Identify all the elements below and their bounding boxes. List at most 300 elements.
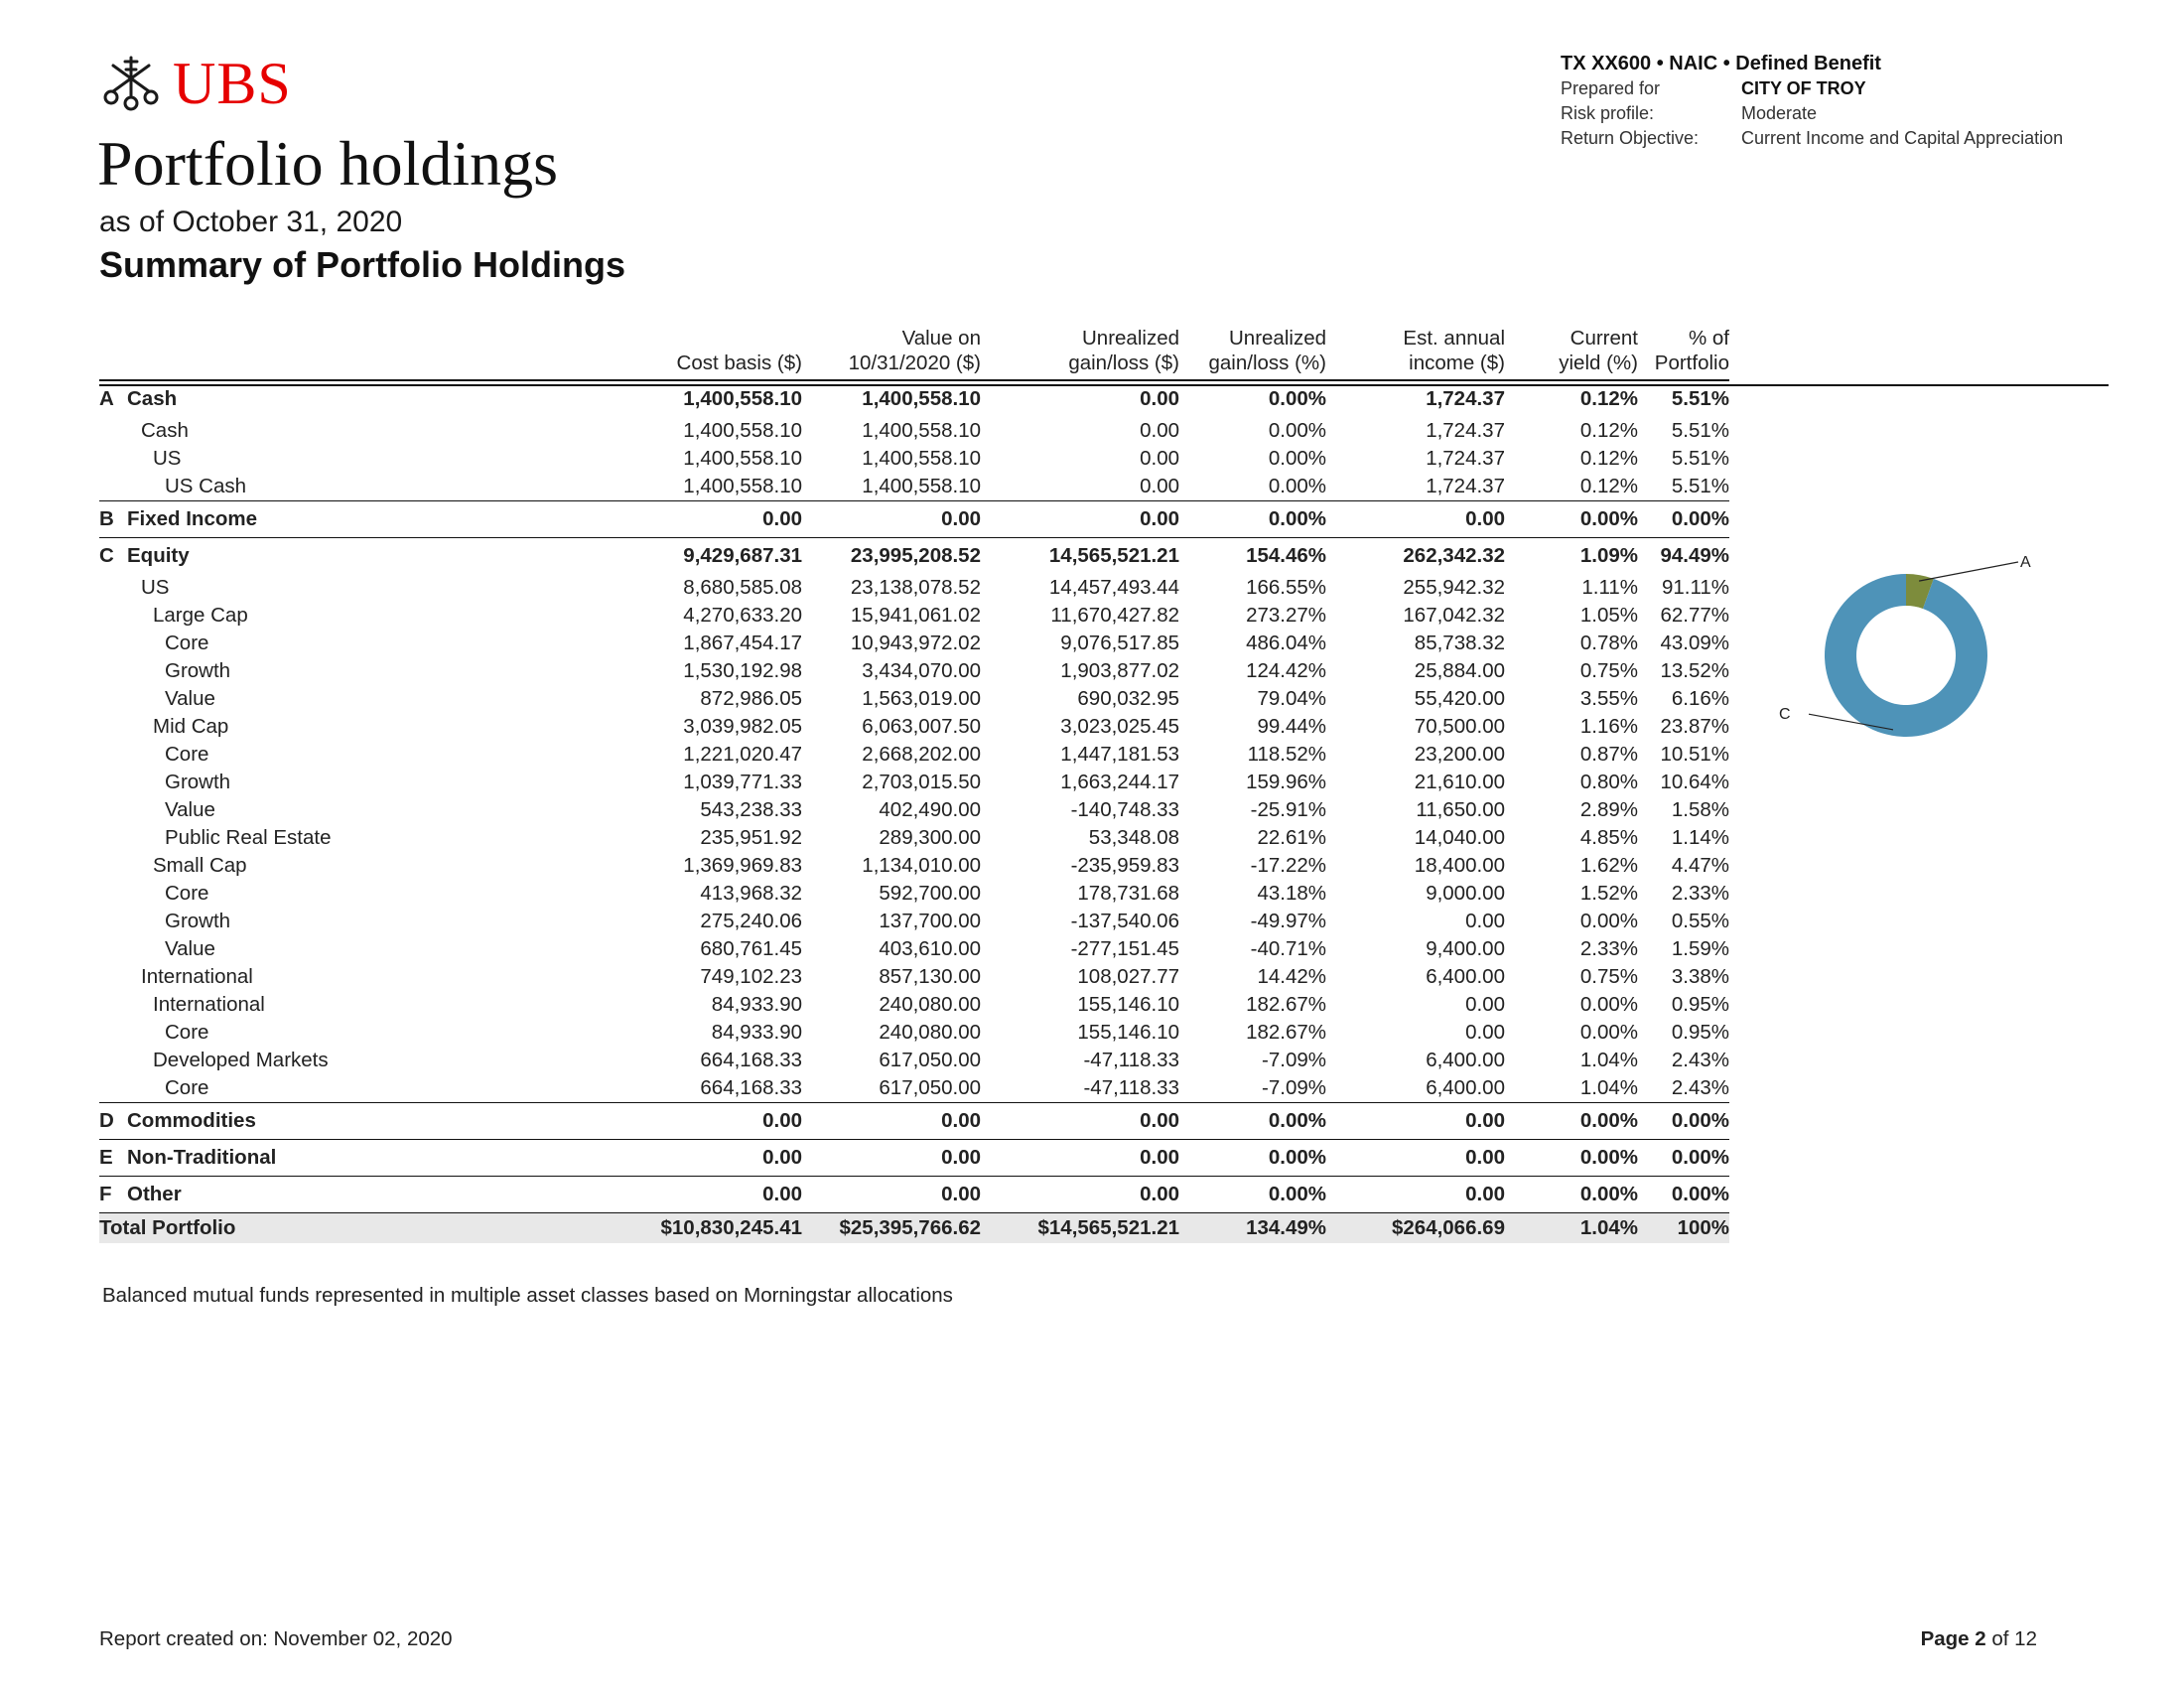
table-cell: 0.00% <box>1579 993 1638 1016</box>
section-row <box>99 1103 1729 1140</box>
table-cell: 18,400.00 <box>1414 854 1505 877</box>
column-header-line2: Portfolio <box>1654 352 1729 374</box>
column-header-line2: 10/31/2020 ($) <box>848 352 981 374</box>
table-cell: 0.12% <box>1579 475 1638 497</box>
table-cell: 1,903,877.02 <box>1060 659 1179 682</box>
table-cell: 4.85% <box>1579 826 1638 849</box>
table-cell: 0.00% <box>1179 501 1326 538</box>
holdings-table <box>99 326 1729 1243</box>
table-row <box>99 713 1729 741</box>
table-row <box>99 685 1729 713</box>
table-cell: 2.43% <box>1671 1076 1729 1099</box>
table-cell: 1,447,181.53 <box>1060 743 1179 766</box>
table-cell: $25,395,766.62 <box>802 1213 981 1244</box>
table-cell: 1.04% <box>1579 1049 1638 1071</box>
table-cell: 99.44% <box>1257 715 1326 738</box>
table-cell: 91.11% <box>1661 576 1729 599</box>
section-name-cell <box>99 1177 615 1213</box>
table-cell: 0.95% <box>1671 993 1729 1016</box>
table-cell: -7.09% <box>1262 1076 1326 1099</box>
row-name: Large Cap <box>153 604 248 627</box>
table-cell: 749,102.23 <box>700 965 802 988</box>
column-header <box>1505 326 1638 380</box>
table-cell: 1.04% <box>1505 1213 1638 1244</box>
row-name: Core <box>165 632 209 654</box>
table-cell: 21,610.00 <box>1414 771 1505 793</box>
page-number <box>1921 1627 2037 1651</box>
table-cell: 14,457,493.44 <box>1048 576 1179 599</box>
table-cell: 9,000.00 <box>1426 882 1505 905</box>
section-letter: C <box>99 544 114 567</box>
section-name-cell <box>99 1103 615 1140</box>
table-cell: 9,400.00 <box>1426 937 1505 960</box>
table-cell: 1.11% <box>1581 576 1638 599</box>
section-name: Fixed Income <box>127 507 258 530</box>
table-cell: 53,348.08 <box>1088 826 1179 849</box>
table-cell: 1.59% <box>1671 937 1729 960</box>
table-row <box>99 852 1729 880</box>
section-name: Other <box>127 1183 182 1205</box>
table-cell: 0.00 <box>802 501 981 538</box>
table-cell: 1.62% <box>1579 854 1638 877</box>
table-cell: 2.33% <box>1579 937 1638 960</box>
table-header-row <box>99 326 1729 380</box>
table-cell: 4,270,633.20 <box>683 604 802 627</box>
ubs-wordmark: UBS <box>173 51 292 116</box>
section-row <box>99 501 1729 538</box>
page-current: 2 <box>1975 1627 1986 1650</box>
section-name-cell <box>99 501 615 538</box>
table-cell: 0.00 <box>615 1177 802 1213</box>
table-cell: 1,400,558.10 <box>683 387 802 410</box>
table-cell: 14.42% <box>1257 965 1326 988</box>
row-name: Core <box>165 882 209 905</box>
table-cell: 15,941,061.02 <box>850 604 981 627</box>
table-cell: 0.00% <box>1179 1140 1326 1177</box>
row-name: Growth <box>165 910 231 932</box>
table-cell: 155,146.10 <box>1077 1021 1179 1044</box>
table-cell: 0.00% <box>1505 1177 1638 1213</box>
table-cell: 5.51% <box>1671 447 1729 470</box>
table-cell: 25,884.00 <box>1414 659 1505 682</box>
table-cell: $10,830,245.41 <box>615 1213 802 1244</box>
table-cell: -49.97% <box>1250 910 1326 932</box>
table-cell: 182.67% <box>1246 1021 1326 1044</box>
table-cell: 0.78% <box>1579 632 1638 654</box>
donut-label-c: C <box>1779 706 1791 724</box>
table-cell: 0.00 <box>1140 475 1179 497</box>
table-row <box>99 880 1729 908</box>
row-name: Cash <box>141 419 189 442</box>
table-cell: 0.00% <box>1638 1140 1729 1177</box>
column-header-line1 <box>615 326 802 351</box>
table-cell: 0.75% <box>1579 965 1638 988</box>
section-row <box>99 1177 1729 1213</box>
table-cell: 0.12% <box>1579 419 1638 442</box>
table-row <box>99 417 1729 445</box>
table-cell: 134.49% <box>1179 1213 1326 1244</box>
table-row <box>99 445 1729 473</box>
table-cell: 289,300.00 <box>879 826 981 849</box>
column-header-line1: Current <box>1570 327 1638 350</box>
table-cell: 1,134,010.00 <box>862 854 981 877</box>
report-created-date: Report created on: November 02, 2020 <box>99 1627 453 1650</box>
table-cell: -47,118.33 <box>1083 1049 1179 1071</box>
table-cell: 690,032.95 <box>1077 687 1179 710</box>
table-cell: 10.51% <box>1660 743 1729 766</box>
table-cell: 0.00 <box>1326 1177 1505 1213</box>
table-cell: 62.77% <box>1660 604 1729 627</box>
section-letter: E <box>99 1146 113 1169</box>
table-cell: 167,042.32 <box>1403 604 1505 627</box>
prepared-for-row <box>1561 76 2063 101</box>
section-name-cell <box>99 380 615 417</box>
return-objective-label: Return Objective: <box>1561 128 1700 148</box>
table-cell: 403,610.00 <box>879 937 981 960</box>
table-cell: -277,151.45 <box>1070 937 1179 960</box>
table-cell: 23,138,078.52 <box>850 576 981 599</box>
row-name: Value <box>165 798 215 821</box>
section-row <box>99 538 1729 575</box>
table-cell: 0.00 <box>1326 1140 1505 1177</box>
table-row <box>99 796 1729 824</box>
row-name: Value <box>165 937 215 960</box>
table-cell: 262,342.32 <box>1326 538 1505 575</box>
table-cell: 0.00 <box>981 1177 1179 1213</box>
account-info <box>1561 52 2063 151</box>
table-cell: 680,761.45 <box>700 937 802 960</box>
table-cell: 3.55% <box>1579 687 1638 710</box>
table-cell: 240,080.00 <box>879 993 981 1016</box>
return-objective-value: Current Income and Capital Appreciation <box>1741 128 2064 148</box>
section-name: Non-Traditional <box>127 1146 277 1169</box>
table-cell: 0.00 <box>615 1140 802 1177</box>
table-cell: 4.47% <box>1671 854 1729 877</box>
table-cell: 3,023,025.45 <box>1060 715 1179 738</box>
page-title: Portfolio holdings <box>97 128 559 199</box>
row-name: Core <box>165 1076 209 1099</box>
table-cell: 23,995,208.52 <box>802 538 981 575</box>
section-name-cell <box>99 538 615 575</box>
table-cell: 413,968.32 <box>700 882 802 905</box>
donut-slice-c <box>1825 574 1987 737</box>
table-cell: 0.00 <box>1140 419 1179 442</box>
table-cell: 9,076,517.85 <box>1060 632 1179 654</box>
table-cell: 0.00% <box>1505 501 1638 538</box>
as-of-date: as of October 31, 2020 <box>99 206 403 238</box>
table-cell: -137,540.06 <box>1070 910 1179 932</box>
row-name: International <box>141 965 253 988</box>
table-cell: 0.00 <box>981 1103 1179 1140</box>
section-letter: D <box>99 1109 114 1132</box>
table-cell: -235,959.83 <box>1070 854 1179 877</box>
table-cell: 0.00 <box>615 501 802 538</box>
table-cell: 137,700.00 <box>879 910 981 932</box>
column-header-line2: Cost basis ($) <box>676 352 802 374</box>
table-row <box>99 1047 1729 1074</box>
table-cell: 0.12% <box>1579 447 1638 470</box>
column-header <box>1638 326 1729 380</box>
table-cell: 1,663,244.17 <box>1060 771 1179 793</box>
table-cell: 0.00% <box>1268 447 1326 470</box>
table-cell: 2,668,202.00 <box>862 743 981 766</box>
column-header-line1: Unrealized <box>1082 327 1179 350</box>
table-cell: 1.05% <box>1579 604 1638 627</box>
table-cell: 178,731.68 <box>1077 882 1179 905</box>
table-cell: 5.51% <box>1671 475 1729 497</box>
row-name: Mid Cap <box>153 715 229 738</box>
table-cell: 0.00 <box>1465 1021 1505 1044</box>
table-cell: 664,168.33 <box>700 1076 802 1099</box>
table-cell: 617,050.00 <box>879 1049 981 1071</box>
table-cell: 6,400.00 <box>1426 1049 1505 1071</box>
row-name: US <box>141 576 170 599</box>
table-cell: 6,063,007.50 <box>862 715 981 738</box>
table-cell: 13.52% <box>1660 659 1729 682</box>
row-name: Growth <box>165 771 231 793</box>
section-letter: B <box>99 507 114 530</box>
table-row <box>99 935 1729 963</box>
table-cell: 592,700.00 <box>879 882 981 905</box>
table-cell: 0.00 <box>802 1177 981 1213</box>
table-cell: 1.14% <box>1671 826 1729 849</box>
table-cell: 0.00 <box>1465 993 1505 1016</box>
table-cell: 0.00% <box>1268 475 1326 497</box>
table-cell: 0.00 <box>1140 447 1179 470</box>
table-cell: 1,400,558.10 <box>683 419 802 442</box>
table-cell: -40.71% <box>1250 937 1326 960</box>
ubs-keys-icon <box>99 52 163 115</box>
table-row <box>99 657 1729 685</box>
table-cell: 0.00 <box>981 501 1179 538</box>
column-header-line2: yield (%) <box>1559 352 1638 374</box>
table-cell: 0.00% <box>1579 910 1638 932</box>
table-cell: 3,039,982.05 <box>683 715 802 738</box>
section-letter: F <box>99 1183 112 1205</box>
table-cell: 3,434,070.00 <box>862 659 981 682</box>
table-cell: 0.00 <box>981 1140 1179 1177</box>
table-cell: 0.00% <box>1268 387 1326 410</box>
table-cell: 94.49% <box>1638 538 1729 575</box>
column-header <box>615 326 802 380</box>
ubs-logo <box>99 52 292 115</box>
table-row <box>99 1019 1729 1047</box>
risk-profile-row <box>1561 101 2063 126</box>
column-header-line1: Est. annual <box>1403 327 1505 350</box>
column-header <box>1179 326 1326 380</box>
table-cell: 0.00% <box>1179 1177 1326 1213</box>
table-cell: 0.00% <box>1179 1103 1326 1140</box>
table-cell: 0.00% <box>1638 501 1729 538</box>
table-cell: 84,933.90 <box>711 993 802 1016</box>
page-word: Page <box>1920 1627 1970 1650</box>
table-cell: 0.00 <box>802 1103 981 1140</box>
row-name: US <box>153 447 182 470</box>
table-cell: 11,670,427.82 <box>1050 604 1179 627</box>
total-row <box>99 1213 1729 1244</box>
row-name: International <box>153 993 265 1016</box>
table-cell: 0.00 <box>802 1140 981 1177</box>
table-cell: 0.00% <box>1505 1140 1638 1177</box>
table-cell: 1,563,019.00 <box>862 687 981 710</box>
table-cell: 0.00 <box>1326 501 1505 538</box>
section-name: Equity <box>127 544 190 567</box>
table-cell: 617,050.00 <box>879 1076 981 1099</box>
table-row <box>99 824 1729 852</box>
table-row <box>99 769 1729 796</box>
table-cell: 1,530,192.98 <box>683 659 802 682</box>
table-cell: 6,400.00 <box>1426 965 1505 988</box>
table-cell: -47,118.33 <box>1083 1076 1179 1099</box>
table-cell: 1.58% <box>1671 798 1729 821</box>
table-cell: 14,565,521.21 <box>981 538 1179 575</box>
table-cell: 55,420.00 <box>1414 687 1505 710</box>
table-cell: 235,951.92 <box>700 826 802 849</box>
table-cell: 2.89% <box>1579 798 1638 821</box>
column-header-line2: income ($) <box>1409 352 1505 374</box>
table-row <box>99 574 1729 602</box>
table-cell: 10,943,972.02 <box>850 632 981 654</box>
table-cell: 273.27% <box>1246 604 1326 627</box>
table-cell: 100% <box>1638 1213 1729 1244</box>
column-header-line1: % of <box>1688 327 1729 350</box>
table-cell: 1,221,020.47 <box>683 743 802 766</box>
column-header-line2: gain/loss ($) <box>1068 352 1179 374</box>
table-cell: 43.18% <box>1257 882 1326 905</box>
table-cell: 543,238.33 <box>700 798 802 821</box>
row-name: US Cash <box>165 475 247 497</box>
section-name-cell <box>99 1140 615 1177</box>
total-name: Total Portfolio <box>99 1213 615 1244</box>
table-cell: 0.87% <box>1579 743 1638 766</box>
table-cell: 118.52% <box>1247 743 1326 766</box>
table-cell: 275,240.06 <box>700 910 802 932</box>
table-cell: 1.16% <box>1579 715 1638 738</box>
header-corner <box>99 326 615 380</box>
row-name: Small Cap <box>153 854 247 877</box>
table-cell: 0.55% <box>1671 910 1729 932</box>
table-cell: 1,039,771.33 <box>683 771 802 793</box>
row-name: Developed Markets <box>153 1049 329 1071</box>
table-cell: 240,080.00 <box>879 1021 981 1044</box>
table-cell: 0.00% <box>1638 1177 1729 1213</box>
table-cell: 1,724.37 <box>1426 447 1505 470</box>
table-cell: 10.64% <box>1660 771 1729 793</box>
table-cell: 84,933.90 <box>711 1021 802 1044</box>
table-cell: 0.75% <box>1579 659 1638 682</box>
table-cell: 857,130.00 <box>879 965 981 988</box>
section-letter: A <box>99 387 114 410</box>
summary-title: Summary of Portfolio Holdings <box>99 244 626 285</box>
table-cell: 1,867,454.17 <box>683 632 802 654</box>
section-row <box>99 1140 1729 1177</box>
table-cell: 402,490.00 <box>879 798 981 821</box>
account-line: TX XX600 • NAIC • Defined Benefit <box>1561 53 1881 74</box>
row-name: Value <box>165 687 215 710</box>
prepared-for-value: CITY OF TROY <box>1741 78 1866 98</box>
table-cell: 5.51% <box>1671 419 1729 442</box>
table-cell: 2.33% <box>1671 882 1729 905</box>
allocation-donut-chart <box>1777 556 2035 755</box>
table-cell: 1,724.37 <box>1426 475 1505 497</box>
table-cell: 0.00% <box>1268 419 1326 442</box>
prepared-for-label: Prepared for <box>1561 78 1661 98</box>
table-cell: 166.55% <box>1246 576 1326 599</box>
table-cell: 23,200.00 <box>1414 743 1505 766</box>
row-name: Public Real Estate <box>165 826 332 849</box>
table-cell: 79.04% <box>1257 687 1326 710</box>
table-row <box>99 908 1729 935</box>
table-cell: 1.09% <box>1505 538 1638 575</box>
table-cell: 0.00 <box>1326 1103 1505 1140</box>
table-row <box>99 602 1729 630</box>
table-cell: 9,429,687.31 <box>615 538 802 575</box>
table-cell: -17.22% <box>1250 854 1326 877</box>
table-cell: 1,400,558.10 <box>862 387 981 410</box>
table-cell: 872,986.05 <box>700 687 802 710</box>
table-cell: 8,680,585.08 <box>683 576 802 599</box>
table-cell: 154.46% <box>1179 538 1326 575</box>
table-row <box>99 630 1729 657</box>
table-cell: 85,738.32 <box>1414 632 1505 654</box>
table-cell: 1,400,558.10 <box>862 447 981 470</box>
column-header-line2: gain/loss (%) <box>1208 352 1326 374</box>
footnote: Balanced mutual funds represented in multiple asset classes based on Morningstar allocations <box>102 1284 953 1307</box>
table-row <box>99 963 1729 991</box>
table-cell: 1,369,969.83 <box>683 854 802 877</box>
column-header-line1: Value on <box>901 327 981 350</box>
table-cell: 664,168.33 <box>700 1049 802 1071</box>
table-cell: 1,400,558.10 <box>862 419 981 442</box>
table-cell: 486.04% <box>1246 632 1326 654</box>
table-cell: 124.42% <box>1246 659 1326 682</box>
page-of: of 12 <box>1991 1627 2037 1650</box>
column-header-line1: Unrealized <box>1229 327 1326 350</box>
section-name: Cash <box>127 387 178 410</box>
table-cell: -140,748.33 <box>1070 798 1179 821</box>
table-cell: 23.87% <box>1660 715 1729 738</box>
table-row <box>99 1074 1729 1103</box>
donut-label-a: A <box>2020 556 2031 571</box>
table-cell: 0.00% <box>1579 1021 1638 1044</box>
table-cell: 159.96% <box>1246 771 1326 793</box>
table-cell: 182.67% <box>1246 993 1326 1016</box>
donut-leader-line <box>1919 562 2018 581</box>
table-cell: 1,400,558.10 <box>683 475 802 497</box>
table-cell: $14,565,521.21 <box>981 1213 1179 1244</box>
table-cell: 2.43% <box>1671 1049 1729 1071</box>
risk-profile-label: Risk profile: <box>1561 103 1655 123</box>
table-cell: 70,500.00 <box>1414 715 1505 738</box>
table-cell: 1,724.37 <box>1426 419 1505 442</box>
table-cell: 6,400.00 <box>1426 1076 1505 1099</box>
section-name: Commodities <box>127 1109 256 1132</box>
table-cell: 0.00 <box>1465 910 1505 932</box>
table-row <box>99 991 1729 1019</box>
table-cell: 0.00 <box>615 1103 802 1140</box>
table-cell: 0.95% <box>1671 1021 1729 1044</box>
table-cell: 43.09% <box>1660 632 1729 654</box>
table-cell: 108,027.77 <box>1077 965 1179 988</box>
column-header <box>1326 326 1505 380</box>
table-cell: 2,703,015.50 <box>862 771 981 793</box>
table-cell: 0.00 <box>1140 387 1179 410</box>
column-header <box>981 326 1179 380</box>
table-cell: 14,040.00 <box>1414 826 1505 849</box>
table-row <box>99 473 1729 501</box>
table-cell: 6.16% <box>1671 687 1729 710</box>
row-name: Growth <box>165 659 231 682</box>
